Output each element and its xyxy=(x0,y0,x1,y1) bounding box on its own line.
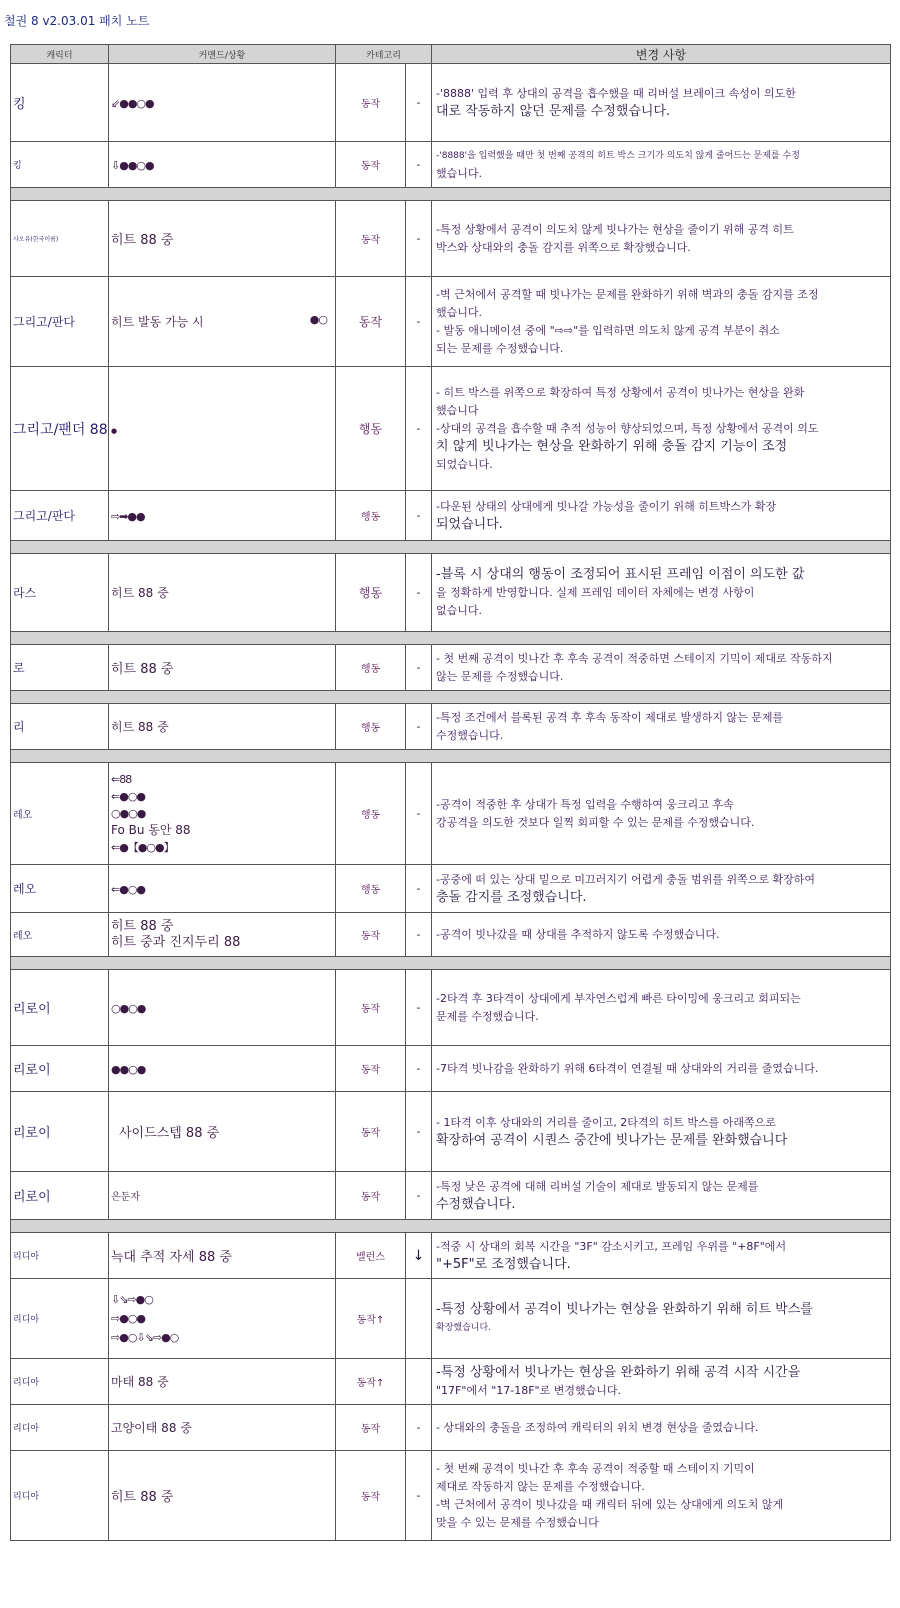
header-command: 커맨드/상황 xyxy=(109,45,336,64)
category-cell: 동작 xyxy=(336,913,406,957)
character-cell: 라스 xyxy=(11,554,109,632)
character-cell: 레오 xyxy=(11,913,109,957)
change-line: 대로 작동하지 않던 문제를 수정했습니다. xyxy=(436,103,671,119)
character-cell: 그리고/판다 xyxy=(11,491,109,541)
change-marker: - xyxy=(406,64,432,142)
command-cell: 히트 88 중 xyxy=(109,645,336,691)
change-description xyxy=(432,1092,891,1172)
change-line: 되었습니다. xyxy=(436,516,503,532)
command-cell xyxy=(109,865,336,913)
change-description xyxy=(432,1451,891,1541)
change-description xyxy=(432,554,891,632)
change-marker: - xyxy=(406,1046,432,1092)
command-input-icon: ○●○● xyxy=(111,1001,146,1015)
change-line: - 첫 번째 공격이 빗나간 후 후속 공격이 적중하면 스테이지 기믹이 제대로 작동하지 xyxy=(436,651,833,665)
character-cell: 리디아 xyxy=(11,1279,109,1359)
change-line: 없습니다. xyxy=(436,603,483,617)
change-line: 제대로 작동하지 않는 문제를 수정했습니다. xyxy=(436,1479,645,1493)
change-description xyxy=(432,865,891,913)
change-description xyxy=(432,1279,891,1359)
command-cell xyxy=(109,142,336,188)
change-line: 확장하여 공격이 시퀀스 중간에 빗나가는 문제를 완화했습니다 xyxy=(436,1132,788,1148)
change-line: -벽 근처에서 공격할 때 빗나가는 문제를 완화하기 위해 벽과의 충돌 감지를 조정 xyxy=(436,287,819,301)
change-marker: - xyxy=(406,277,432,367)
command-cell: 고양이태 88 중 xyxy=(109,1405,336,1451)
table-row xyxy=(11,201,891,277)
change-description xyxy=(432,64,891,142)
table-row xyxy=(11,970,891,1046)
command-input-icon: ⇙●●○● xyxy=(111,96,154,110)
change-marker: - xyxy=(406,367,432,491)
change-line: 확장했습니다. xyxy=(436,1322,492,1333)
section-separator xyxy=(11,957,891,970)
section-separator xyxy=(11,632,891,645)
change-line: 박스와 상대와의 충돌 감지를 위쪽으로 확장했습니다. xyxy=(436,240,691,254)
category-cell: 행동 xyxy=(336,645,406,691)
command-input-icon: ⇐●【●○●】 xyxy=(111,841,174,854)
command-cell: 사이드스텝 88 중 xyxy=(109,1092,336,1172)
character-cell: 리디아 xyxy=(11,1359,109,1405)
command-input-icon: ○●○● xyxy=(111,807,146,820)
command-text: Fo Bu 동안 88 xyxy=(111,823,191,837)
change-description xyxy=(432,1405,891,1451)
table-row xyxy=(11,645,891,691)
command-input-icon: ●●○● xyxy=(111,1062,146,1076)
category-cell: 동작↑ xyxy=(336,1359,406,1405)
command-input-icon: ⇐●○● xyxy=(111,790,146,803)
character-cell: 리디아 xyxy=(11,1405,109,1451)
change-line: -7타격 빗나감을 완화하기 위해 6타격이 연결될 때 상대와의 거리를 줄였습니다. xyxy=(436,1061,819,1075)
section-separator xyxy=(11,1220,891,1233)
character-cell: 킹 xyxy=(11,64,109,142)
command-button-icon: ● xyxy=(111,426,117,435)
change-description xyxy=(432,1172,891,1220)
change-description xyxy=(432,491,891,541)
change-line: - 상대와의 충돌을 조정하여 캐릭터의 위치 변경 현상을 줄였습니다. xyxy=(436,1420,759,1434)
category-cell: 동작 xyxy=(336,970,406,1046)
table-row xyxy=(11,763,891,865)
change-line: -특정 조건에서 블록된 공격 후 후속 동작이 제대로 발생하지 않는 문제를 xyxy=(436,710,784,724)
change-marker: ↓ xyxy=(406,1233,432,1279)
category-cell: 행동 xyxy=(336,763,406,865)
command-cell: 히트 88 중 xyxy=(109,1451,336,1541)
change-line: - 발동 애니메이션 중에 "⇨⇨"를 입력하면 의도치 않게 공격 부분이 취소 xyxy=(436,323,780,337)
patch-notes-table xyxy=(10,44,891,1541)
change-marker: - xyxy=(406,645,432,691)
command-input-icon: ⇨●○⇩⇘⇨●○ xyxy=(111,1331,179,1344)
change-description xyxy=(432,1046,891,1092)
category-cell: 동작 xyxy=(336,277,406,367)
character-cell: 로 xyxy=(11,645,109,691)
change-line: -블록 시 상대의 행동이 조정되어 표시된 프레임 이점이 의도한 값 xyxy=(436,566,805,582)
change-line: -공중에 떠 있는 상대 밑으로 미끄러지기 어렵게 충돌 범위를 위쪽으로 확장하여 xyxy=(436,872,815,886)
command-cell xyxy=(109,277,336,367)
category-cell: 동작 xyxy=(336,1405,406,1451)
table-row xyxy=(11,1279,891,1359)
change-marker xyxy=(406,1279,432,1359)
change-line: -벽 근처에서 공격이 빗나갔을 때 캐릭터 뒤에 있는 상대에게 의도치 않게 xyxy=(436,1497,784,1511)
change-description xyxy=(432,913,891,957)
command-cell xyxy=(109,913,336,957)
command-cell: 마태 88 중 xyxy=(109,1359,336,1405)
category-cell: 동작 xyxy=(336,1092,406,1172)
category-cell: 동작 xyxy=(336,142,406,188)
page-title: 철권 8 v2.03.01 패치 노트 xyxy=(4,14,150,28)
change-description xyxy=(432,277,891,367)
table-row xyxy=(11,1233,891,1279)
table-row xyxy=(11,277,891,367)
change-description xyxy=(432,1233,891,1279)
change-line: -특정 낮은 공격에 대해 리버설 기술이 제대로 발동되지 않는 문제를 xyxy=(436,1179,759,1193)
change-marker: - xyxy=(406,970,432,1046)
command-cell: 히트 88 중 xyxy=(109,201,336,277)
change-marker: - xyxy=(406,913,432,957)
table-row xyxy=(11,554,891,632)
change-line: 맞을 수 있는 문제를 수정했습니다 xyxy=(436,1515,599,1529)
command-text: 히트 중과 진지두리 88 xyxy=(111,934,241,950)
character-cell: 리로이 xyxy=(11,1172,109,1220)
change-line: -2타격 후 3타격이 상대에게 부자연스럽게 빠른 타이밍에 웅크리고 회피되는 xyxy=(436,991,801,1005)
change-line: 충돌 감지를 조정했습니다. xyxy=(436,889,587,905)
table-row xyxy=(11,704,891,750)
command-input-icon: ⇩●●○● xyxy=(111,158,154,172)
header-changes: 변경 사항 xyxy=(432,45,891,64)
change-line: 치 않게 빗나가는 현상을 완화하기 위해 충돌 감지 기능이 조정 xyxy=(436,438,788,454)
character-cell: 리로이 xyxy=(11,1046,109,1092)
character-cell: 리디아 xyxy=(11,1233,109,1279)
command-cell: 히트 88 중 xyxy=(109,554,336,632)
change-marker: - xyxy=(406,1172,432,1220)
table-row xyxy=(11,1092,891,1172)
change-line: -공격이 적중한 후 상대가 특정 입력을 수행하여 웅크리고 후속 xyxy=(436,797,734,811)
character-cell: 샤오유(한국이름) xyxy=(11,201,109,277)
change-line: - 첫 번째 공격이 빗나간 후 후속 공격이 적중할 때 스테이지 기믹이 xyxy=(436,1461,755,1475)
change-line: 수정했습니다. xyxy=(436,728,504,742)
change-marker: - xyxy=(406,865,432,913)
change-marker: - xyxy=(406,1451,432,1541)
command-text: 히트 발동 가능 시 xyxy=(111,315,204,329)
section-separator xyxy=(11,541,891,554)
character-cell: 리로이 xyxy=(11,970,109,1046)
change-description xyxy=(432,645,891,691)
category-cell: 행동 xyxy=(336,704,406,750)
command-button-icon: ●○ xyxy=(309,313,327,326)
table-row xyxy=(11,491,891,541)
change-description xyxy=(432,1359,891,1405)
character-cell: 리디아 xyxy=(11,1451,109,1541)
table-row xyxy=(11,1172,891,1220)
character-cell: 레오 xyxy=(11,865,109,913)
change-marker: - xyxy=(406,142,432,188)
change-line: "17F"에서 "17-18F"로 변경했습니다. xyxy=(436,1383,621,1397)
table-header-row xyxy=(11,45,891,64)
change-marker: - xyxy=(406,554,432,632)
command-input-icon: ⇐88 xyxy=(111,773,132,786)
command-cell: 은둔자 xyxy=(109,1172,336,1220)
change-marker: - xyxy=(406,704,432,750)
table-row xyxy=(11,142,891,188)
command-text: 히트 88 중 xyxy=(111,918,174,934)
change-line: 강공격을 의도한 것보다 일찍 회피할 수 있는 문제를 수정했습니다. xyxy=(436,815,755,829)
category-cell: 동작 xyxy=(336,1046,406,1092)
change-line: 을 정확하게 반영합니다. 실제 프레임 데이터 자체에는 변경 사항이 xyxy=(436,585,755,599)
character-cell: 레오 xyxy=(11,763,109,865)
change-marker: - xyxy=(406,201,432,277)
change-description xyxy=(432,367,891,491)
category-cell: 동작 xyxy=(336,1172,406,1220)
command-cell xyxy=(109,367,336,491)
change-line: 되었습니다. xyxy=(436,457,493,471)
change-marker: - xyxy=(406,1405,432,1451)
character-cell: 그리고/판다 xyxy=(11,277,109,367)
change-marker: - xyxy=(406,763,432,865)
command-input-icon: ⇩⇘⇨●○ xyxy=(111,1293,153,1306)
category-cell: 행동 xyxy=(336,367,406,491)
command-cell: 늑대 추적 자세 88 중 xyxy=(109,1233,336,1279)
table-row xyxy=(11,1451,891,1541)
change-description xyxy=(432,704,891,750)
change-line: -'8888' 입력 후 상대의 공격을 흡수했을 때 리버설 브레이크 속성이 의도한 xyxy=(436,86,796,100)
character-cell: 그리고/팬더 88 xyxy=(11,367,109,491)
change-line: -특정 상황에서 공격이 의도치 않게 빗나가는 현상을 줄이기 위해 공격 히트 xyxy=(436,222,794,236)
change-marker: - xyxy=(406,491,432,541)
change-description xyxy=(432,142,891,188)
change-line: -공격이 빗나갔을 때 상대를 추적하지 않도록 수정했습니다. xyxy=(436,927,720,941)
category-cell: 동작 xyxy=(336,1451,406,1541)
change-marker xyxy=(406,1359,432,1405)
category-cell: 동작↑ xyxy=(336,1279,406,1359)
header-category: 카테고리 xyxy=(336,45,432,64)
command-input-icon: ⇨➡●● xyxy=(111,509,145,523)
command-cell xyxy=(109,491,336,541)
category-cell: 행동 xyxy=(336,491,406,541)
change-line: -'8888'을 입력했을 때만 첫 번째 공격의 히트 박스 크기가 의도치 않게 줄어드는 문제를 수정 xyxy=(436,150,800,161)
table-row xyxy=(11,865,891,913)
command-cell xyxy=(109,1046,336,1092)
change-line: 되는 문제를 수정했습니다. xyxy=(436,341,564,355)
change-line: - 1타격 이후 상대와의 거리를 줄이고, 2타격의 히트 박스를 아래쪽으로 xyxy=(436,1115,776,1129)
change-line: -상대의 공격을 흡수할 때 추적 성능이 향상되었으며, 특정 상황에서 공격이 의도 xyxy=(436,421,819,435)
change-line: 문제를 수정했습니다. xyxy=(436,1009,539,1023)
section-separator xyxy=(11,691,891,704)
command-cell xyxy=(109,970,336,1046)
character-cell: 킹 xyxy=(11,142,109,188)
category-cell: 행동 xyxy=(336,554,406,632)
change-line: -특정 상황에서 빗나가는 현상을 완화하기 위해 공격 시작 시간을 xyxy=(436,1364,801,1380)
command-input-icon: ⇐●○● xyxy=(111,882,146,896)
change-line: - 히트 박스를 위쪽으로 확장하여 특정 상황에서 공격이 빗나가는 현상을 완화 xyxy=(436,385,805,399)
change-line: 했습니다. xyxy=(436,166,483,180)
change-description xyxy=(432,763,891,865)
category-cell: 동작 xyxy=(336,201,406,277)
section-separator xyxy=(11,188,891,201)
category-cell: 동작 xyxy=(336,64,406,142)
header-character: 캐릭터 xyxy=(11,45,109,64)
command-cell xyxy=(109,64,336,142)
change-line: -적중 시 상대의 회복 시간을 "3F" 감소시키고, 프레임 우위를 "+8F"에서 xyxy=(436,1239,787,1253)
change-marker: - xyxy=(406,1092,432,1172)
change-description xyxy=(432,201,891,277)
character-cell: 리로이 xyxy=(11,1092,109,1172)
change-line: -특정 상황에서 공격이 빗나가는 현상을 완화하기 위해 히트 박스를 xyxy=(436,1301,813,1317)
change-line: "+5F"로 조정했습니다. xyxy=(436,1256,571,1272)
command-cell: 히트 88 중 xyxy=(109,704,336,750)
table-row xyxy=(11,1405,891,1451)
change-line: 수정했습니다. xyxy=(436,1196,516,1212)
change-description xyxy=(432,970,891,1046)
table-row xyxy=(11,913,891,957)
character-cell: 리 xyxy=(11,704,109,750)
category-cell: 행동 xyxy=(336,865,406,913)
change-line: -다운된 상태의 상대에게 빗나갈 가능성을 줄이기 위해 히트박스가 확장 xyxy=(436,499,777,513)
command-cell xyxy=(109,763,336,865)
command-input-icon: ⇨●○● xyxy=(111,1312,146,1325)
command-cell xyxy=(109,1279,336,1359)
table-row xyxy=(11,64,891,142)
table-row xyxy=(11,367,891,491)
category-cell: 밸런스 xyxy=(336,1233,406,1279)
table-row xyxy=(11,1359,891,1405)
table-row xyxy=(11,1046,891,1092)
change-line: 했습니다 xyxy=(436,403,479,417)
section-separator xyxy=(11,750,891,763)
change-line: 않는 문제를 수정했습니다. xyxy=(436,669,564,683)
change-line: 했습니다. xyxy=(436,305,483,319)
